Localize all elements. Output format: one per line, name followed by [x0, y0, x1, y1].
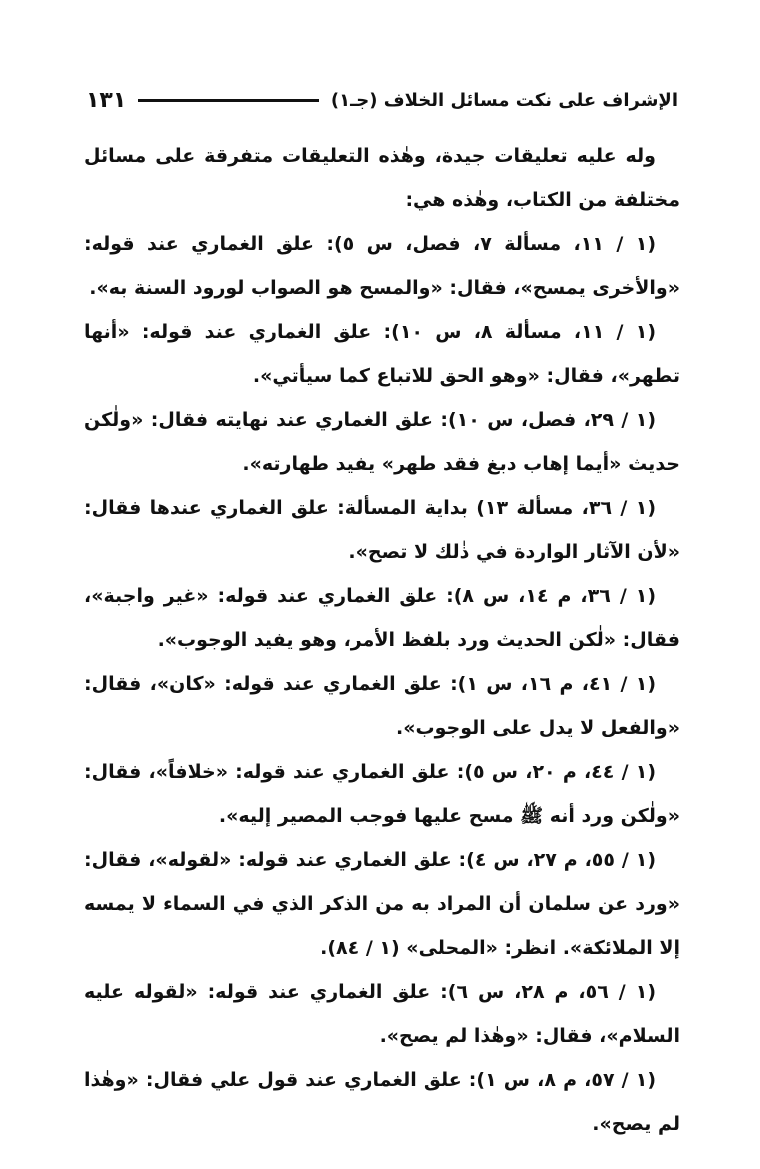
annotation-entry: (١ / ٥٧، م ٨، س ١): علق الغماري عند قول علي فقال: «وهٰذا لم يصح».	[84, 1069, 680, 1135]
annotation-entry: (١ / ١١، مسألة ٨، س ١٠): علق الغماري عند قوله: «أنها تطهر»، فقال: «وهو الحق للاتباع كما سيأتي».	[84, 321, 680, 387]
annotation-entry: (١ / ٣٦، م ١٤، س ٨): علق الغماري عند قوله: «غير واجبة»، فقال: «لٰكن الحديث ورد بلفظ الأمر، وهو يفيد الوجوب».	[84, 585, 680, 651]
annotation-entry: (١ / ٣٦، مسألة ١٣) بداية المسألة: علق الغماري عندها فقال: «لأن الآثار الواردة في ذٰلك لا تصح».	[84, 497, 680, 563]
annotation-entry: (١ / ٥٥، م ٢٧، س ٤): علق الغماري عند قوله: «لقوله»، فقال: «ورد عن سلمان أن المراد به من الذكر الذي في السماء لا يمسه إلا الملائكة». انظر: «المحلى» (١ / ٨٤).	[84, 849, 680, 959]
annotation-entry: (١ / ٢٩، فصل، س ١٠): علق الغماري عند نهايته فقال: «ولٰكن حديث «أيما إهاب دبغ فقد طهر» يفيد طهارته».	[84, 409, 680, 475]
annotation-entry: (١ / ٤١، م ١٦، س ١): علق الغماري عند قوله: «كان»، فقال: «والفعل لا يدل على الوجوب».	[84, 673, 680, 739]
intro-paragraph: وله عليه تعليقات جيدة، وهٰذه التعليقات متفرقة على مسائل مختلفة من الكتاب، وهٰذه هي:	[84, 145, 680, 211]
annotation-entry: (١ / ٥٦، م ٢٨، س ٦): علق الغماري عند قوله: «لقوله عليه السلام»، فقال: «وهٰذا لم يصح».	[84, 981, 680, 1047]
running-header	[86, 82, 678, 118]
running-title: الإشراف على نكت مسائل الخلاف (جـ١)	[330, 89, 678, 111]
page-body	[84, 134, 680, 1146]
annotation-entry: (١ / ١١، مسألة ٧، فصل، س ٥): علق الغماري عند قوله: «والأخرى يمسح»، فقال: «والمسح هو الصواب لورود السنة به».	[84, 233, 680, 299]
header-rule	[138, 99, 319, 102]
page-number: ١٣١	[86, 87, 127, 113]
annotation-entry: (١ / ٤٤، م ٢٠، س ٥): علق الغماري عند قوله: «خلافاً»، فقال: «ولٰكن ورد أنه ﷺ مسح عليها فوجب المصير إليه».	[84, 761, 680, 827]
